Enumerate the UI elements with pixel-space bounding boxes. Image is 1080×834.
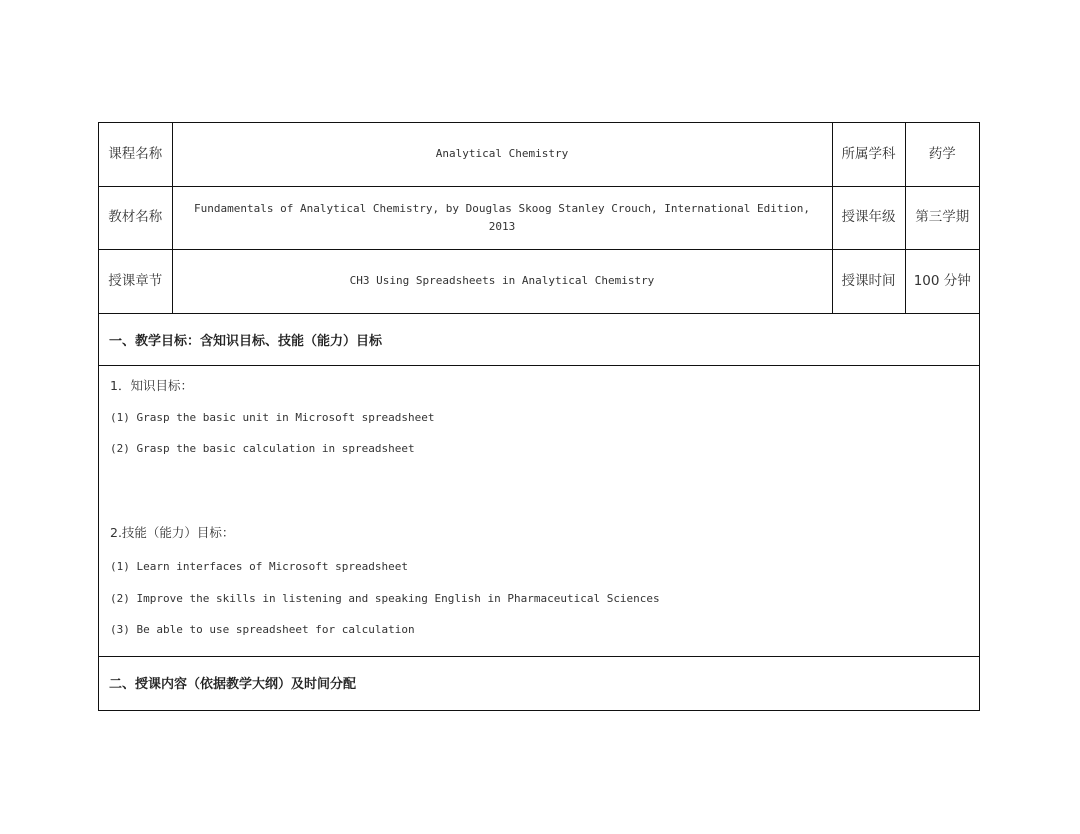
course-info-table	[99, 123, 979, 314]
knowledge-item: (1) Grasp the basic unit in Microsoft spreadsheet	[110, 410, 435, 424]
grade-value: 第三学期	[905, 186, 979, 249]
textbook-value: Fundamentals of Analytical Chemistry, by Douglas Skoog Stanley Crouch, International Edition, 2013	[172, 186, 832, 249]
textbook-label: 教材名称	[99, 186, 172, 249]
skill-item: (1) Learn interfaces of Microsoft spreadsheet	[110, 559, 409, 573]
discipline-label: 所属学科	[832, 123, 905, 186]
chapter-row	[99, 249, 979, 313]
chapter-value: CH3 Using Spreadsheets in Analytical Chemistry	[172, 249, 832, 313]
skill-item: (3) Be able to use spreadsheet for calculation	[110, 622, 415, 636]
discipline-value: 药学	[905, 123, 979, 186]
lesson-plan-sheet	[98, 122, 980, 711]
course-name-value: Analytical Chemistry	[172, 123, 832, 186]
duration-label: 授课时间	[832, 249, 905, 313]
textbook-row	[99, 186, 979, 249]
skill-item: (2) Improve the skills in listening and speaking English in Pharmaceutical Sciences	[110, 591, 660, 605]
course-name-label: 课程名称	[99, 123, 172, 186]
chapter-label: 授课章节	[99, 249, 172, 313]
objectives-body	[99, 366, 979, 657]
grade-label: 授课年级	[832, 186, 905, 249]
content-heading: 二、授课内容（依据教学大纲）及时间分配	[109, 677, 357, 692]
knowledge-item: (2) Grasp the basic calculation in spreadsheet	[110, 441, 415, 455]
skill-objectives-title: 2.技能（能力）目标：	[110, 524, 235, 540]
duration-value: 100 分钟	[905, 249, 979, 313]
knowledge-objectives-title: 1．知识目标：	[110, 377, 193, 393]
objectives-heading: 一、教学目标：含知识目标、技能（能力）目标	[99, 314, 979, 366]
course-name-row	[99, 123, 979, 186]
